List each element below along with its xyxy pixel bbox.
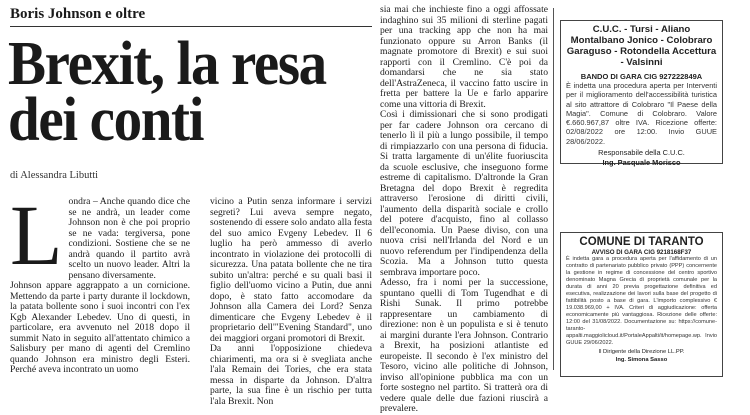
byline: di Alessandra Libutti [10, 170, 99, 181]
notice-body: È indetta gara a procedura aperta per l'affidamento di un contratto di partenariato pubblico privato (PPP) concernente la gestione in regime di concessione del centro sportivo denominato Magna Grecia di proprietà comunale per la durata di anni 20 previa progettazione definitiva ed esecutiva, realizzazione dei lavori sulla base del progetto di fattibilità posto a base di gara. L'importo complessivo € 19.038.969,00 + IVA. Criteri di aggiudicazione: offerta economicamente più vantaggiosa. Ricezione delle offerte: 12:00 del 31/08/2022. Documentazione su: https://comune-taranto-appalti.maggiolicloud.it/PortaleAppalti/it/homepage.wp. Invio GUUE 29/06/2022. [566, 256, 717, 346]
drop-cap: L [10, 187, 63, 283]
article-paragraph: sia mai che inchieste fino a oggi affossate indaghino sui 35 milioni di sterline pagati per una tracking app che non ha mai funzionato oppure su Arron Banks (il magnate promotore di Brexit) e sui suoi rapporti con il Cremlino. C'è poi da domandarsi che ne sia stato dell'AstraZeneca, il vaccino fatto uscire in fretta per battere la Ue e farlo apparire come una vittoria di Brexit. [380, 4, 548, 110]
column-divider [553, 8, 554, 370]
notice-title: COMUNE DI TARANTO [579, 236, 704, 248]
headline: Brexit, la resa dei conti [8, 30, 326, 154]
notice-signatory-name: Ing. Pasquale Morisco [602, 158, 681, 168]
legal-notice-taranto [560, 232, 723, 377]
notice-title: C.U.C. - Tursi - Aliano Montalbano Jonico - Colobraro Garaguso - Rotondella Accettura - Valsinni [566, 24, 717, 68]
legal-notice-cuc [560, 20, 723, 168]
article-paragraph: Adesso, fra i nomi per la successione, spuntano quelli di Tom Tugendhat e di Rishi Sunak. Il primo potrebbe rappresentare un cambiamento di direzione: non è un populista e si è tenuto ai margini durante l'era Johnson. Contrario a Brexit, ha posizioni atlantiste ed europeiste. Il secondo è l'ex ministro del Tesoro, vicino alle politiche di Johnson, inviso all'opinione pubblica ma con un forte sostegno nel partito. Si tratterà ora di vedere quale delle due fazioni riuscirà a prevalere. [380, 277, 548, 414]
notice-subtitle: AVVISO DI GARA CIG 9218168F37 [591, 249, 692, 256]
notice-body: È indetta una procedura aperta per Interventi per il miglioramento dell'accessibilità turistica al sito attrattore di Colobraro "Il Paese della Magia". Comune di Colobraro. Valore €.660.967,87 oltre IVA. Ricezione offerte: 02/08/2022 ore 12:00. Invio GUUE 28/06/2022. [566, 81, 717, 146]
notice-signatory-role: Il Dirigente della Direzione LL.PP. [598, 349, 685, 355]
article-kicker: Boris Johnson e oltre [10, 6, 372, 27]
article-column-3 [380, 5, 548, 415]
article-paragraph: ondra – Anche quando dice che se ne andrà, un leader come Johnson non è che poi proprio se ne vada: tergiversa, pone condizioni. Sostiene che se ne andrà quando il partito avrà scelto un nuovo leader. Altri la pensano diversamente. [68, 196, 190, 281]
article-paragraph: Johnson appare aggrappato a un cornicione. Mettendo da parte i party durante il lockdown, la patata bollente sono i suoi incontri con l'ex Kgb Alexander Lebedev. Uno di questi, in particolare, era avvenuto nel 2018 dopo il summit Nato in seguito all'attentato chimico a Salisbury per mano di agenti del Cremlino quando Johnson era ministro degli Esteri. Perché aveva incontrato un uomo [10, 280, 190, 375]
article-paragraph: vicino a Putin senza informare i servizi segreti? Lui aveva sempre negato, sostenendo di essere solo andato alla festa del suo amico Evgeny Lebedev. Il 6 luglio ha però ammesso di averlo incontrato in violazione dei protocolli di sicurezza. Una patata bollente che ne tira subito un'altra: perché e su quali basi il figlio dell'uomo vicino a Putin, due anni dopo, è stato fatto accomodare da Johnson alla Camera dei Lord? Senza dimenticare che Evgeny Lebedev è il proprietario dell'"Evening Standard", uno dei maggiori organi promotori di Brexit. [210, 196, 372, 344]
notice-signatory-role: Responsabile della C.U.C. [598, 148, 685, 158]
notice-signatory-name: Ing. Simona Sasso [615, 356, 668, 363]
article-column-2 [210, 197, 372, 407]
article-paragraph: Da anni l'opposizione chiedeva chiarimenti, ma ora si è svegliata anche l'ala Remain dei Tories, che era stata messa in disparte da Johnson. D'altra parte, la sua fine è un rischio per tutta l'ala Brexit. Non [210, 343, 372, 407]
article-paragraph: Così i dimissionari che si sono prodigati per far cadere Johnson ora cercano di tenerlo lì il più a lungo possibile, il tempo di rimpiazzarlo con una persona di fiducia. Si tratta largamente di un'élite fuoriuscita da scuole esclusive, che inseguono forme estreme di capitalismo. D'altronde la Gran Bretagna del dopo Brexit è regredita attraverso l'erosione di diritti civili, l'aumento della disparità sociale e crollo del potere d'acquisto, fino al collasso dell'economia. Un Paese diviso, con una nuova crisi nell'Irlanda del Nord e un nuovo referendum per l'indipendenza della Scozia. Ma a Johnson tutto questa sembrava importare poco. [380, 109, 548, 278]
notice-subtitle: BANDO DI GARA CIG 927222849A [580, 72, 703, 81]
article-column-1 [10, 187, 190, 376]
